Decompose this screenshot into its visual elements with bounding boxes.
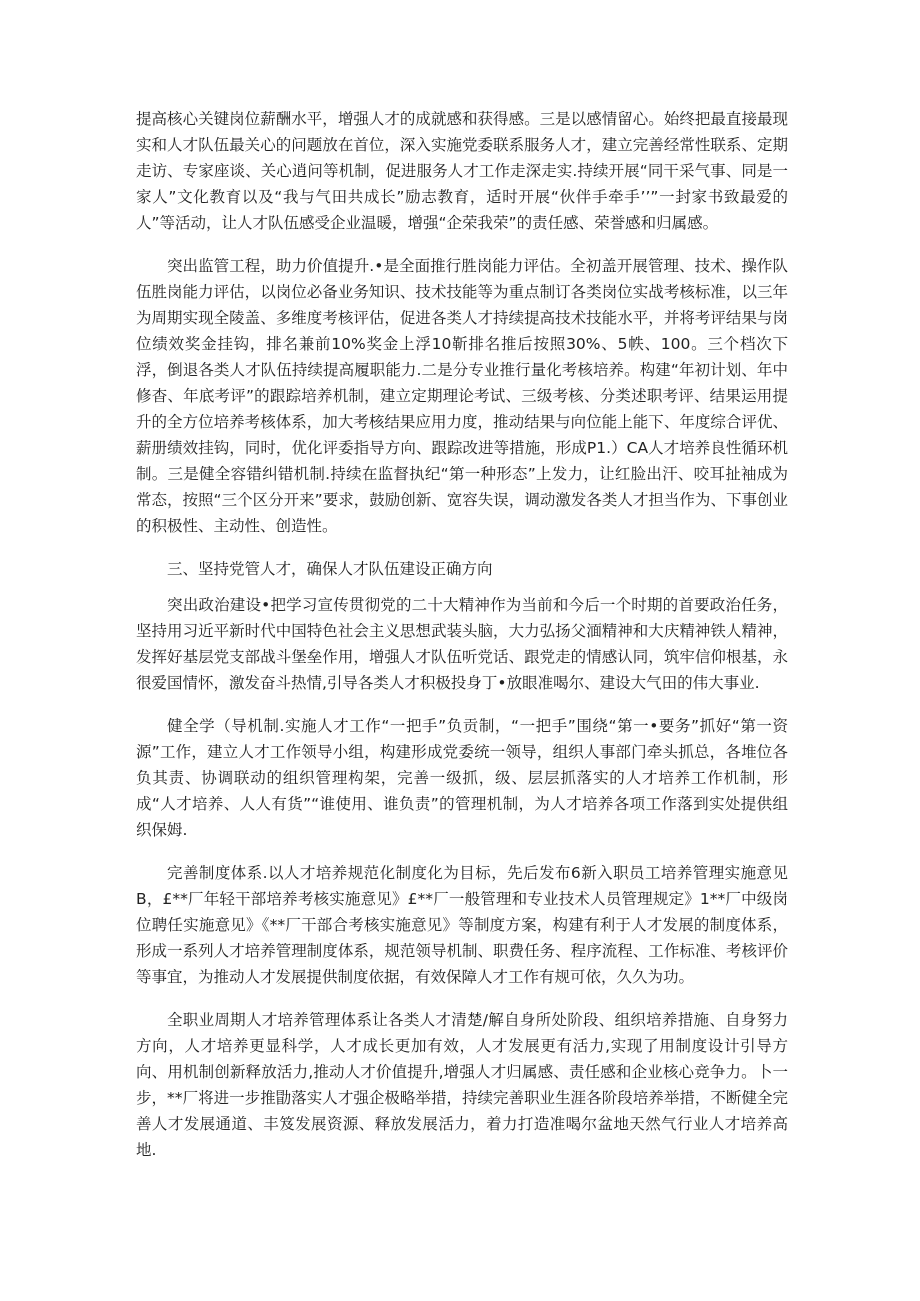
paragraph-supervision-project: 突出监管工程，助力价值提升.•是全面推行胜岗能力评估。全初盖开展管理、技术、操作队伍胜岗能力评估，以岗位必备业务知识、技术技能等为重点制订各类岗位实战考核标准，以三年为周期实现全陵盖、多维度考核评估，促进各类人才持续提高技术技能水平，并将考评结果与岗位绩效奖金挂钩，排名兼前10%奖金上浮10靳排名推后按照30%、5帙、100。三个档次下浮，倒退各类人才队伍持续提高履职能力.二是分专业推行量化考核培养。构建“年初计划、年中修杳、年底考评”的跟踪培养机制，建立定期理论考试、三级考核、分类述职考评、结果运用提升的全方位培养考核体系，加大考核结果应用力度，推动结果与向位能上能下、年度综合评优、薪册绩效挂钩，同时，优化评委指导方向、跟踪改进等措施，形成P1.）CA人才培养良性循环机制。三是健全容错纠错机制.持续在监督执纪“第一种形态”上发力，让红脸出汗、咬耳扯袖成为常态，按照“三个区分开来”要求，鼓励创新、宽容失误，调动激发各类人才担当作为、下事创业的积极性、主动性、创造性。 xyxy=(136,257,788,535)
paragraph-leadership-mechanism: 健全学（导机制.实施人才工作“一把手”负贡制，“一把手”围绕“第一•要务”抓好“第一资源”工作，建立人才工作领导小组，构建形成党委统一领导，组织人事部门牵头抓总，各堆位各负其责、协调联动的组织管理构架，完善一级抓，级、层层抓落实的人才培养工作机制，形成“人才培养、人人有货”“谁使用、谁负责”的管理机制，为人才培养各项工作落到实处提供组织保姆. xyxy=(136,717,788,839)
paragraph-career-cycle-summary: 全职业周期人才培养管理体系让各类人才清楚/解自身所处阶段、组织培养措施、自身努力方向，人才培养更显科学，人才成长更加有效，人才发展更有活力,实现了用制度设计引导方向、用机制创新释放活力,推动人才价值提升,增强人才归属感、责任感和企业核心竞争力。卜一步，**厂将进一步推勖落实人才强企极略举措，持续完善职业生涯各阶段培养举措，不断健全完善人才发展通道、丰笈发展资源、释放发展活力，着力打造准喝尔盆地天然气行业人才培养高地. xyxy=(136,1011,788,1159)
paragraph-institutional-system: 完善制度体系.以人才培养规范化制度化为目标，先后发布6新入职员工培养管理实施意见B，£**厂年轻干部培养考核实施意见》£**厂一般管理和专业技术人员管理规定》1**厂中级岗位聘任实施意见》《**厂干部合考核实施意见》等制度方案，构建有利于人才发展的制度体系，形成一系列人才培养管理制度体系，规范领导机制、职费任务、程序流程、工作标准、考核评价等事宜，为推动人才发展提供制度依据，有效保障人才工作有规可依，久久为功。 xyxy=(136,864,788,986)
document-body xyxy=(136,106,788,1180)
section-heading-party-management: 三、坚持党管人才，确保人才队伍建设正确方向 xyxy=(167,560,493,578)
paragraph-talent-retention: 提高核心关键岗位薪酬水平，增强人才的成就感和获得感。三是以感情留心。始终把最直接最现实和人才队伍最关心的问题放在首位，深入实施党委联系服务人才，建立完善经常性联系、定期走访、专家座谈、关心逍问等机制，促进服务人才工作走深走实.持续开展“同干采气事、同是一家人”文化教育以及“我与气田共成长”励志教育，适时开展“伙伴手牵手’’”一封家书致最爱的人”等活动，让人才队伍感受企业温暖，增强“企荣我荣”的责任感、荣誉感和归属感。 xyxy=(136,110,788,232)
paragraph-political-building: 突出政治建设•把学习宣传贯彻党的二十大精神作为当前和今后一个时期的首要政治任务，坚持用习近平新时代中国特色社会主义思想武装头脑，大力弘扬父湎精神和大庆精神铁人精神，发挥好基层党支部战斗堡垒作用，增强人才队伍听党话、跟党走的情感认同，筑牢信仰根基，永很爱国情怀，激发奋斗热情,引导各类人才积极投身丁•放眼准喝尔、建设大气田的伟大事业. xyxy=(136,596,788,692)
